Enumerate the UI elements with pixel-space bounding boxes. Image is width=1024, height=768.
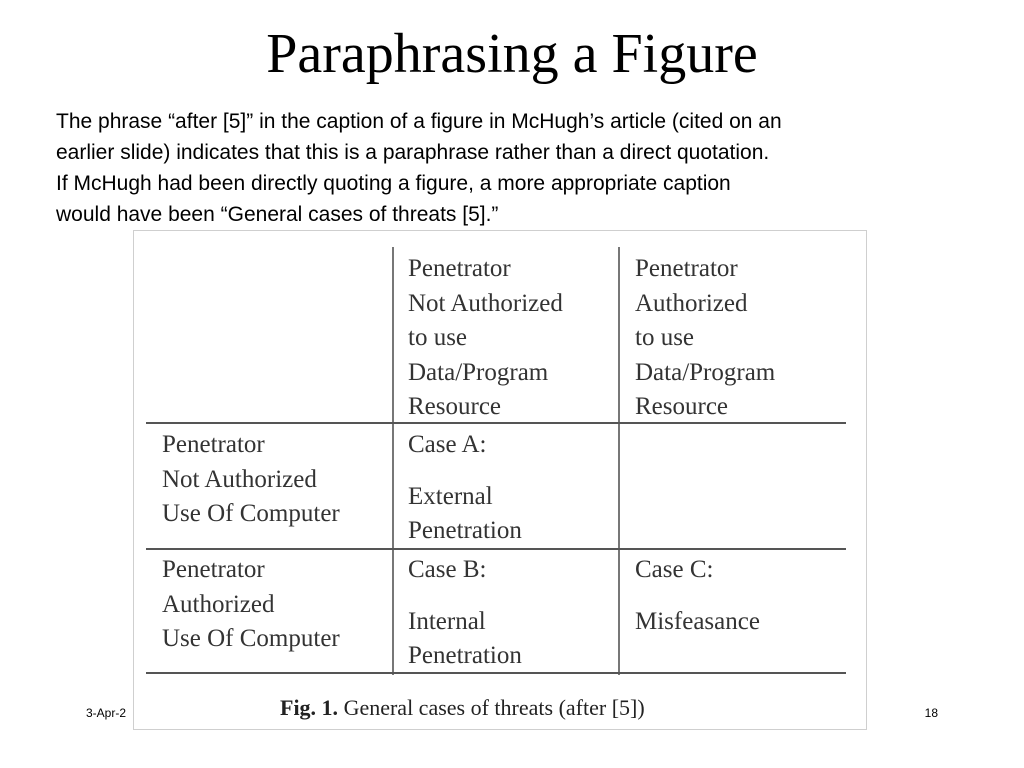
row-label-line: Penetrator <box>162 556 265 583</box>
row-label-line: Penetrator <box>162 431 265 458</box>
footer-date: 3-Apr-2 <box>86 706 127 720</box>
figure-caption <box>280 695 645 721</box>
case-description: Internal <box>408 607 486 635</box>
header-line: Resource <box>635 393 729 420</box>
figure-image <box>133 230 867 730</box>
case-title: Case A: <box>408 431 487 458</box>
header-line: Authorized <box>635 289 748 317</box>
header-line: Data/Program <box>635 358 776 386</box>
row-label-line: Use Of Computer <box>162 625 340 652</box>
row-label <box>162 553 340 657</box>
header-line: to use <box>635 324 695 351</box>
column-header <box>635 252 775 425</box>
row-label-line: Authorized <box>162 590 275 618</box>
caption-label: Fig. 1. <box>280 695 339 720</box>
header-line: Penetrator <box>408 255 511 282</box>
case-cell <box>408 428 522 549</box>
case-title: Case C: <box>635 556 714 583</box>
page-number: 18 <box>924 706 938 720</box>
body-line: The phrase “after [5]” in the caption of a figure in McHugh’s article (cited on an <box>56 110 782 133</box>
body-line: If McHugh had been directly quoting a figure, a more appropriate caption <box>56 172 731 195</box>
header-line: Not Authorized <box>408 289 563 317</box>
body-line: would have been “General cases of threats [5].” <box>56 203 499 226</box>
case-description: External <box>408 482 493 510</box>
case-title: Case B: <box>408 556 487 583</box>
case-cell <box>635 553 760 639</box>
slide-title: Paraphrasing a Figure <box>266 23 758 85</box>
header-line: to use <box>408 324 468 351</box>
row-label-line: Use Of Computer <box>162 500 340 527</box>
case-description: Penetration <box>408 642 522 669</box>
case-cell <box>408 553 522 674</box>
header-line: Penetrator <box>635 255 738 282</box>
column-header <box>408 252 563 425</box>
figure-divider <box>618 247 620 675</box>
caption-text: General cases of threats (after [5]) <box>343 695 645 720</box>
header-line: Resource <box>408 393 502 420</box>
header-line: Data/Program <box>408 358 549 386</box>
slide-body-text <box>56 106 976 230</box>
figure-divider <box>392 247 394 675</box>
body-line: earlier slide) indicates that this is a paraphrase rather than a direct quotation. <box>56 141 770 164</box>
row-label-line: Not Authorized <box>162 465 317 493</box>
case-description: Misfeasance <box>635 607 760 635</box>
row-label <box>162 428 340 532</box>
case-description: Penetration <box>408 517 522 544</box>
